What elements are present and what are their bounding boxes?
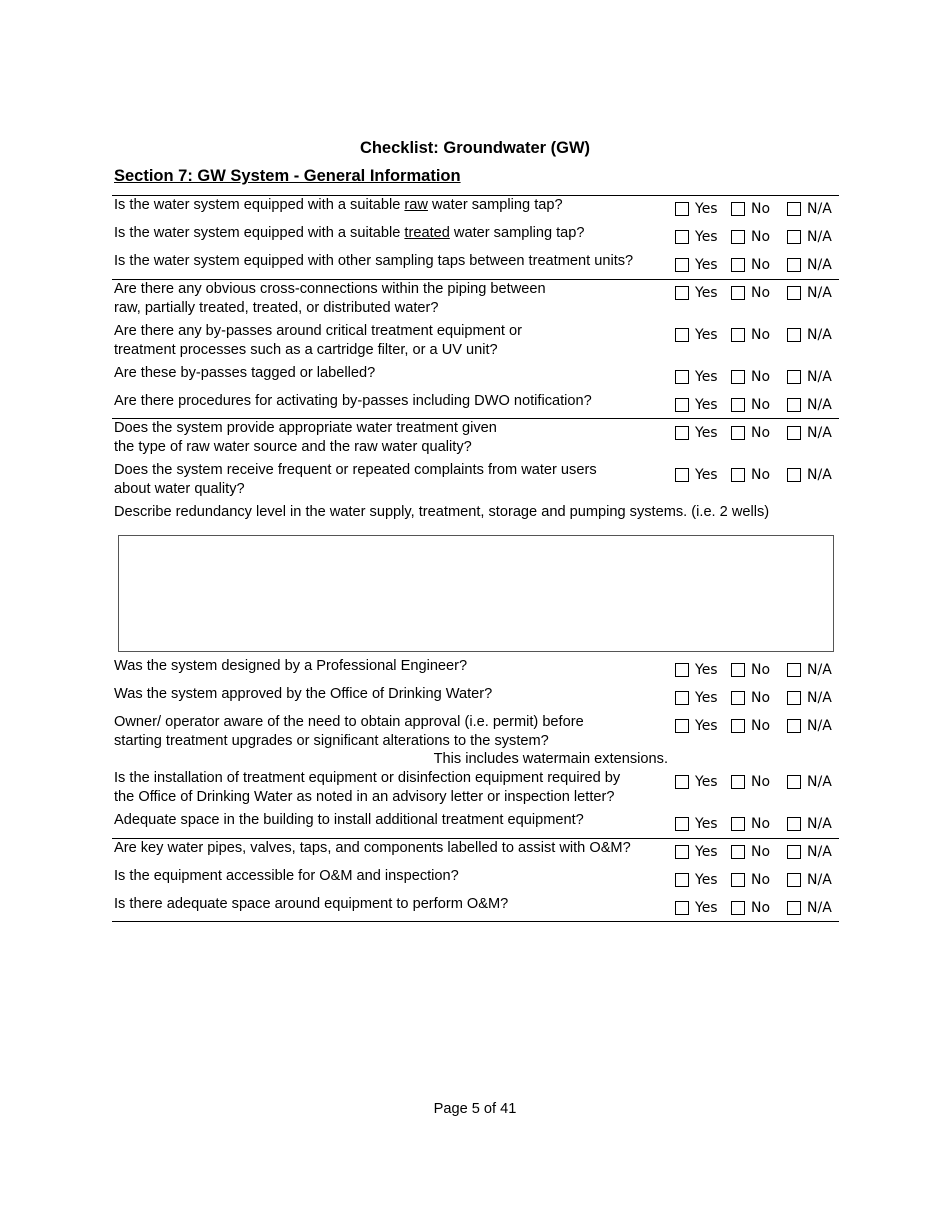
na-checkbox[interactable]: N/A [787,773,832,791]
na-checkbox[interactable]: N/A [787,815,832,833]
answer-group [675,689,845,707]
na-checkbox[interactable]: N/A [787,228,832,246]
question-note: This includes watermain extensions. [433,751,668,767]
na-checkbox[interactable]: N/A [787,284,832,302]
yes-checkbox[interactable]: Yes [675,368,718,386]
redundancy-text-area[interactable] [118,535,834,652]
answer-group [675,326,845,344]
answer-group [675,368,845,386]
yes-checkbox[interactable]: Yes [675,228,718,246]
question-complaints: Does the system receive frequent or repeated complaints from water users about water quality? [114,462,597,497]
divider [112,921,839,922]
yes-checkbox[interactable]: Yes [675,284,718,302]
no-checkbox[interactable]: No [731,200,770,218]
na-checkbox[interactable]: N/A [787,843,832,861]
yes-checkbox[interactable]: Yes [675,200,718,218]
question-by-pass-procedures: Are there procedures for activating by-passes including DWO notification? [114,393,592,409]
yes-checkbox[interactable]: Yes [675,899,718,917]
na-checkbox[interactable]: N/A [787,368,832,386]
question-adequate-building-space: Adequate space in the building to install additional treatment equipment? [114,812,584,828]
question-installation-required: Is the installation of treatment equipment or disinfection equipment required by the Office of Drinking Water as noted in an advisory letter or inspection letter? [114,770,621,805]
yes-checkbox[interactable]: Yes [675,717,718,735]
na-checkbox[interactable]: N/A [787,689,832,707]
no-checkbox[interactable]: No [731,396,770,414]
yes-checkbox[interactable]: Yes [675,871,718,889]
no-checkbox[interactable]: No [731,717,770,735]
na-checkbox[interactable]: N/A [787,871,832,889]
no-checkbox[interactable]: No [731,773,770,791]
no-checkbox[interactable]: No [731,843,770,861]
page-number: Page 5 of 41 [433,1101,517,1117]
question-space-around-equipment: Is there adequate space around equipment to perform O&M? [114,896,509,912]
na-checkbox[interactable]: N/A [787,424,832,442]
no-checkbox[interactable]: No [731,466,770,484]
answer-group [675,871,845,889]
answer-group [675,228,845,246]
yes-checkbox[interactable]: Yes [675,256,718,274]
question-equipment-accessible: Is the equipment accessible for O&M and inspection? [114,868,459,884]
question-raw-sampling-tap: Is the water system equipped with a suitable raw water sampling tap? [114,197,563,213]
yes-checkbox[interactable]: Yes [675,424,718,442]
section-heading: Section 7: GW System - General Information [114,167,461,185]
no-checkbox[interactable]: No [731,899,770,917]
yes-checkbox[interactable]: Yes [675,326,718,344]
answer-group [675,396,845,414]
na-checkbox[interactable]: N/A [787,899,832,917]
no-checkbox[interactable]: No [731,228,770,246]
answer-group [675,773,845,791]
yes-checkbox[interactable]: Yes [675,466,718,484]
question-appropriate-treatment: Does the system provide appropriate water treatment given the type of raw water source and the raw water quality? [114,420,497,455]
na-checkbox[interactable]: N/A [787,200,832,218]
na-checkbox[interactable]: N/A [787,717,832,735]
no-checkbox[interactable]: No [731,326,770,344]
na-checkbox[interactable]: N/A [787,661,832,679]
yes-checkbox[interactable]: Yes [675,689,718,707]
question-components-labelled: Are key water pipes, valves, taps, and components labelled to assist with O&M? [114,840,631,856]
question-approved-odw: Was the system approved by the Office of Drinking Water? [114,686,493,702]
question-redundancy: Describe redundancy level in the water supply, treatment, storage and pumping systems. (i.e. 2 wells) [114,504,770,520]
answer-group [675,424,845,442]
question-cross-connections: Are there any obvious cross-connections within the piping between raw, partially treated, treated, or distributed water? [114,281,546,316]
answer-group [675,466,845,484]
na-checkbox[interactable]: N/A [787,326,832,344]
answer-group [675,256,845,274]
na-checkbox[interactable]: N/A [787,466,832,484]
no-checkbox[interactable]: No [731,815,770,833]
yes-checkbox[interactable]: Yes [675,661,718,679]
question-other-sampling-taps: Is the water system equipped with other sampling taps between treatment units? [114,253,634,269]
yes-checkbox[interactable]: Yes [675,843,718,861]
no-checkbox[interactable]: No [731,689,770,707]
yes-checkbox[interactable]: Yes [675,396,718,414]
no-checkbox[interactable]: No [731,256,770,274]
question-approval-awareness: Owner/ operator aware of the need to obtain approval (i.e. permit) before starting treatment upgrades or significant alterations to the system? [114,714,584,749]
no-checkbox[interactable]: No [731,368,770,386]
answer-group [675,661,845,679]
no-checkbox[interactable]: No [731,284,770,302]
question-by-passes-tagged: Are these by-passes tagged or labelled? [114,365,376,381]
yes-checkbox[interactable]: Yes [675,773,718,791]
no-checkbox[interactable]: No [731,661,770,679]
answer-group [675,717,845,735]
na-checkbox[interactable]: N/A [787,396,832,414]
answer-group [675,815,845,833]
no-checkbox[interactable]: No [731,424,770,442]
document-title: Checklist: Groundwater (GW) [359,139,591,157]
question-professional-engineer: Was the system designed by a Professional Engineer? [114,658,468,674]
answer-group [675,200,845,218]
yes-checkbox[interactable]: Yes [675,815,718,833]
no-checkbox[interactable]: No [731,871,770,889]
na-checkbox[interactable]: N/A [787,256,832,274]
answer-group [675,843,845,861]
question-treated-sampling-tap: Is the water system equipped with a suitable treated water sampling tap? [114,225,585,241]
answer-group [675,899,845,917]
answer-group [675,284,845,302]
question-by-passes: Are there any by-passes around critical treatment equipment or treatment processes such as a cartridge filter, or a UV unit? [114,323,523,358]
